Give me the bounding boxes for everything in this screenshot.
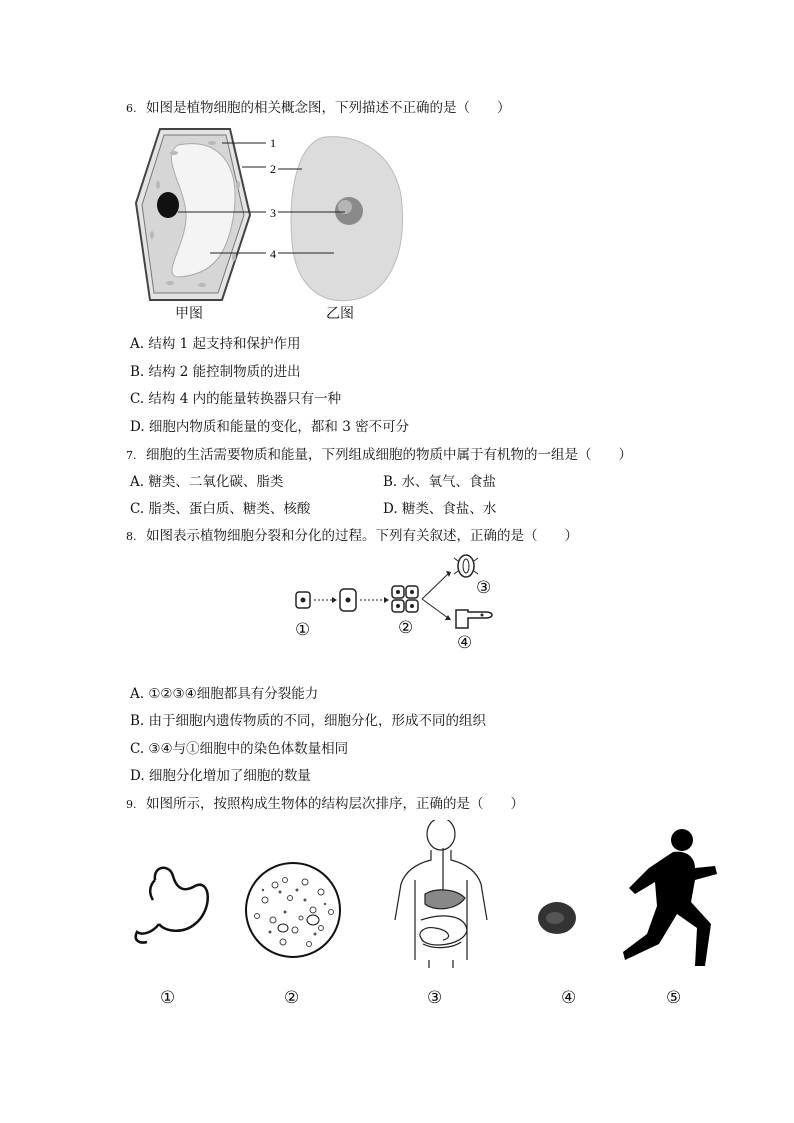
figure-label: ④ <box>457 633 473 653</box>
question-number: 7. <box>126 449 137 462</box>
caption-right: 乙图 <box>326 306 354 322</box>
figure-label: ③ <box>427 988 443 1008</box>
option-d: D. 细胞内物质和能量的变化，都和 3 密不可分 <box>130 419 410 435</box>
figure-label: 4 <box>270 247 276 261</box>
question-text: 如图表示植物细胞分裂和分化的过程。下列有关叙述，正确的是（ ） <box>146 528 578 544</box>
option-b: B. 由于细胞内遗传物质的不同，细胞分化，形成不同的组织 <box>130 713 487 729</box>
figure-label: 2 <box>270 162 276 176</box>
option-b: B. 结构 2 能控制物质的进出 <box>130 364 301 380</box>
question-7 <box>126 443 632 463</box>
figure-label: ④ <box>561 988 577 1008</box>
question-6 <box>126 96 511 116</box>
question-text: 如图是植物细胞的相关概念图，下列描述不正确的是（ ） <box>146 100 511 116</box>
option-a: A. 结构 1 起支持和保护作用 <box>130 336 301 352</box>
question-9 <box>126 792 524 812</box>
figure-label: ③ <box>476 578 492 598</box>
stomach-image <box>136 868 208 943</box>
option-c: C. 结构 4 内的能量转换器只有一种 <box>130 391 342 407</box>
plant-cell-figure <box>130 125 420 325</box>
option-a: A. 糖类、二氧化碳、脂类 <box>130 474 284 490</box>
option-d: D. 细胞分化增加了细胞的数量 <box>130 768 311 784</box>
option-a: A. ①②③④细胞都具有分裂能力 <box>130 686 319 702</box>
structure-levels-figure <box>125 820 725 990</box>
digestive-system-image <box>395 820 487 968</box>
figure-label: ① <box>295 620 311 640</box>
figure-label: 3 <box>270 206 276 220</box>
question-text: 如图所示，按照构成生物体的结构层次排序，正确的是（ ） <box>146 796 524 812</box>
nucleus <box>157 192 179 218</box>
caption-left: 甲图 <box>175 306 203 322</box>
figure-label: ① <box>160 988 176 1008</box>
question-number: 6. <box>126 102 137 115</box>
question-text: 细胞的生活需要物质和能量，下列组成细胞的物质中属于有机物的一组是（ ） <box>146 447 632 463</box>
figure-label: ② <box>284 988 300 1008</box>
figure-label: ⑤ <box>666 988 682 1008</box>
tissue-image <box>246 863 340 957</box>
option-c: C. 脂类、蛋白质、糖类、核酸 <box>130 501 311 517</box>
figure-label: 1 <box>270 136 276 150</box>
option-c: C. ③④与①细胞中的染色体数量相同 <box>130 741 349 757</box>
question-8 <box>126 524 578 544</box>
question-number: 8. <box>126 530 137 543</box>
runner-silhouette-image <box>623 829 717 966</box>
question-number: 9. <box>126 798 137 811</box>
option-b: B. 水、氧气、食盐 <box>383 474 497 490</box>
figure-label: ② <box>398 618 414 638</box>
option-d: D. 糖类、食盐、水 <box>383 501 497 517</box>
